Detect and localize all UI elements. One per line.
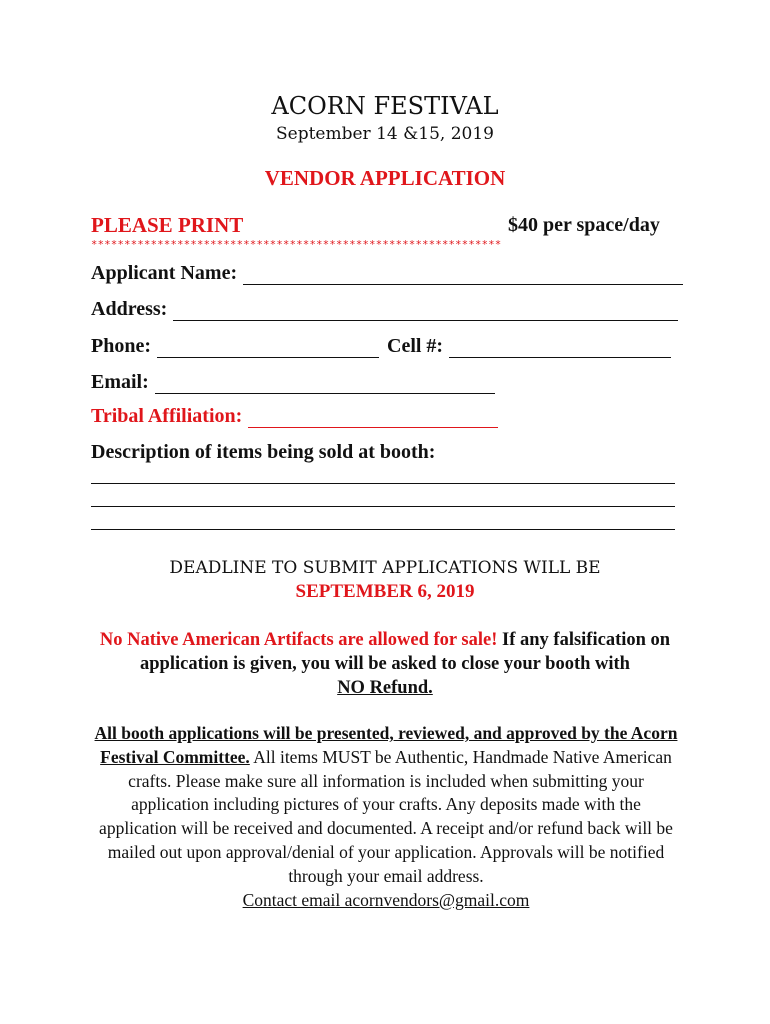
festival-title: ACORN FESTIVAL <box>271 92 499 120</box>
asterisk-divider: ************************************************************** <box>91 239 502 251</box>
cell-field[interactable] <box>449 339 671 358</box>
falsification-warning: If any falsification on application is given, you will be asked to close your booth with <box>140 630 671 674</box>
email-label: Email: <box>91 371 149 393</box>
description-line-1[interactable] <box>91 483 675 484</box>
phone-field[interactable] <box>157 339 379 358</box>
description-line-2[interactable] <box>91 506 675 507</box>
no-refund-text: NO Refund. <box>337 678 433 698</box>
vendor-application-heading: VENDOR APPLICATION <box>264 166 506 190</box>
artifact-warning-red: No Native American Artifacts are allowed for sale! <box>99 630 498 650</box>
cell-label: Cell #: <box>387 335 444 357</box>
price-per-space: $40 per space/day <box>508 214 660 236</box>
phone-row <box>91 335 671 358</box>
description-line-3[interactable] <box>91 529 675 530</box>
festival-dates: September 14 &15, 2019 <box>276 124 494 144</box>
address-row <box>91 298 678 321</box>
deadline-date: SEPTEMBER 6, 2019 <box>295 581 475 602</box>
applicant-name-row <box>91 262 683 285</box>
booth-info-paragraph <box>91 722 681 912</box>
artifact-warning <box>80 628 690 700</box>
deadline-text: DEADLINE TO SUBMIT APPLICATIONS WILL BE <box>169 558 601 578</box>
committee-approval-text: All booth applications will be presented, reviewed, and approved by the Acorn Festival Committee. <box>94 723 678 767</box>
booth-info-text: All items MUST be Authentic, Handmade Native American crafts. Please make sure all information is included when submitting your application including pictures of your crafts. Any deposits made with the application will be received and documented. A receipt and/or refund back will be mailed out upon approval/denial of your application. Approvals will be notified through your email address. <box>99 746 673 886</box>
applicant-name-field[interactable] <box>243 266 683 285</box>
address-field[interactable] <box>173 302 678 321</box>
please-print-label: PLEASE PRINT <box>91 213 244 237</box>
phone-label: Phone: <box>91 335 151 357</box>
email-row <box>91 371 495 394</box>
description-row <box>91 441 435 464</box>
tribal-affiliation-label: Tribal Affiliation: <box>91 405 243 427</box>
address-label: Address: <box>91 298 168 320</box>
tribal-affiliation-row <box>91 405 498 428</box>
applicant-name-label: Applicant Name: <box>91 262 238 284</box>
contact-email[interactable]: Contact email acornvendors@gmail.com <box>242 889 530 910</box>
email-field[interactable] <box>155 375 495 394</box>
tribal-affiliation-field[interactable] <box>248 409 498 428</box>
description-label: Description of items being sold at booth: <box>91 441 436 463</box>
